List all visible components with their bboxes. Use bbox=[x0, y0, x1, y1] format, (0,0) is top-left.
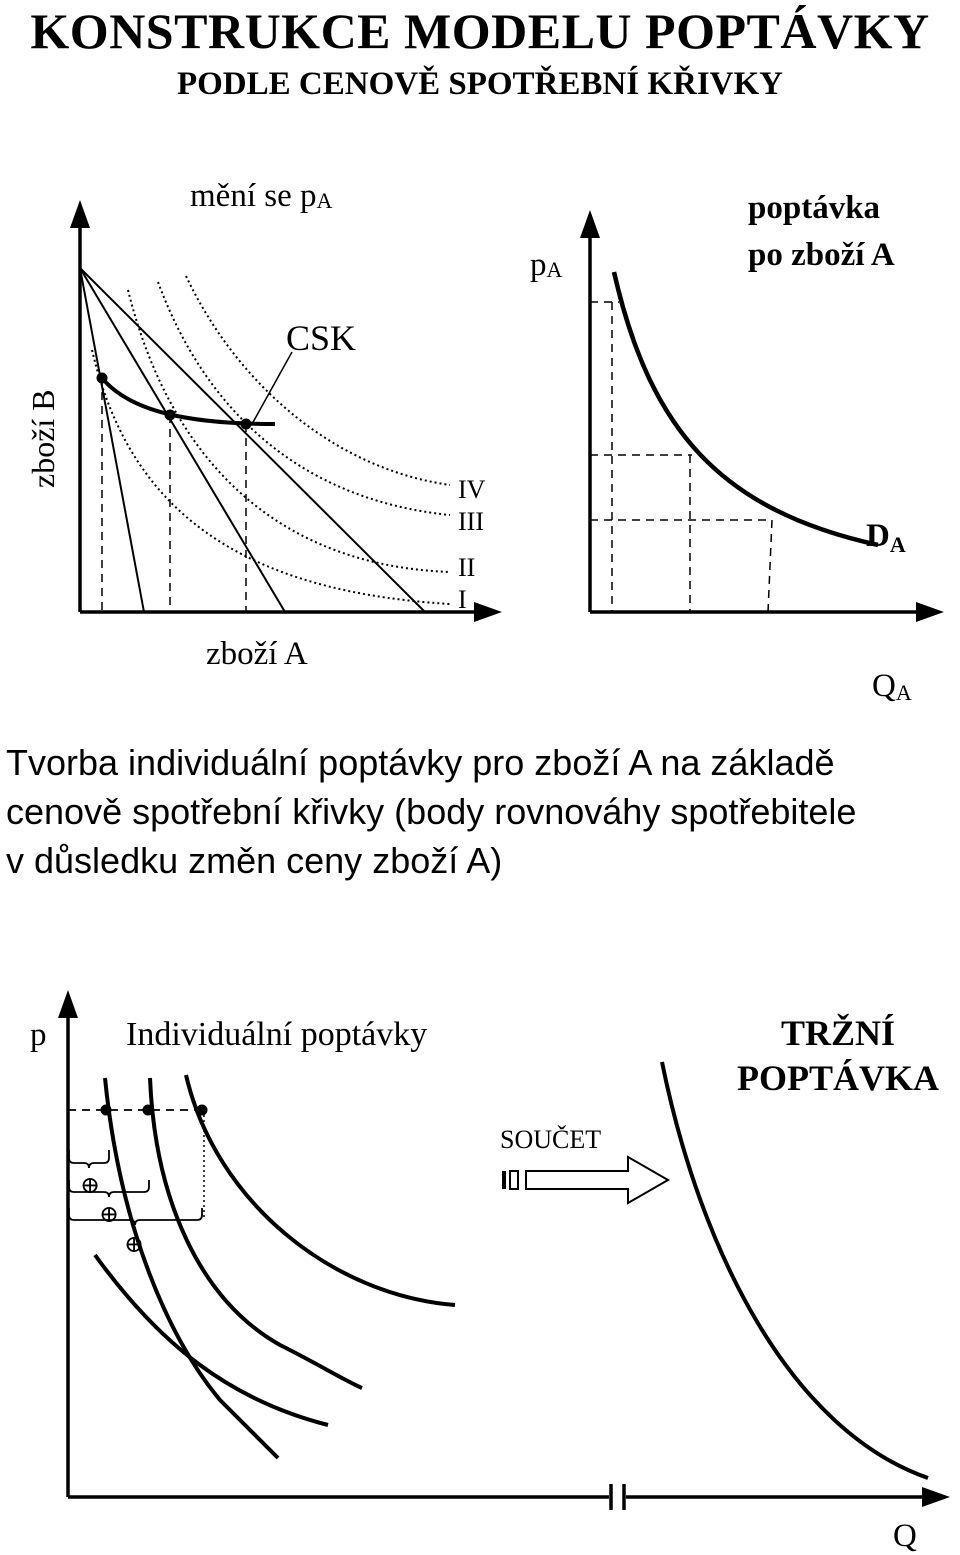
caption-line: v důsledku změn ceny zboží A) bbox=[6, 840, 503, 881]
left-y-axis-arrow bbox=[70, 200, 90, 228]
sum-brace-1 bbox=[69, 1150, 109, 1168]
bottom-x-axis-arrow bbox=[922, 1487, 950, 1507]
right-y-axis-label: pA bbox=[530, 247, 563, 283]
indifference-label-III: III bbox=[458, 507, 484, 536]
individual-demand-curve-3 bbox=[186, 1075, 455, 1305]
csk-label: CSK bbox=[286, 318, 357, 358]
individual-point bbox=[143, 1105, 154, 1116]
market-demand-curve bbox=[662, 1062, 928, 1478]
right-panel-title-line2: po zboží A bbox=[748, 237, 895, 273]
bottom-y-axis-arrow bbox=[58, 990, 78, 1018]
indifference-curve-IV bbox=[186, 276, 450, 485]
individual-point bbox=[197, 1105, 208, 1116]
market-demand-label-line1: TRŽNÍ bbox=[780, 1013, 896, 1053]
indifference-label-IV: IV bbox=[458, 475, 486, 504]
caption-line: Tvorba individuální poptávky pro zboží A na základě bbox=[6, 742, 835, 783]
left-x-axis-label: zboží A bbox=[206, 636, 308, 672]
page-title: KONSTRUKCE MODELU POPTÁVKY bbox=[30, 3, 930, 59]
budget-line-3 bbox=[80, 268, 425, 612]
market-demand-panel bbox=[30, 990, 950, 1554]
individual-demand-curve-1 bbox=[105, 1078, 278, 1458]
sum-label: SOUČET bbox=[500, 1125, 602, 1154]
demand-curve-panel bbox=[530, 190, 944, 705]
bottom-x-axis-label: Q bbox=[893, 1518, 917, 1554]
caption-line: cenově spotřební křivky (body rovnováhy spotřebitele bbox=[6, 791, 857, 832]
caption bbox=[6, 738, 856, 885]
right-x-axis-label: QA bbox=[872, 668, 912, 705]
left-y-axis-label: zboží B bbox=[25, 389, 61, 488]
demand-curve-DA bbox=[614, 272, 878, 545]
right-panel-title-line1: poptávka bbox=[748, 190, 881, 226]
left-top-label: mění se pA bbox=[190, 178, 333, 214]
budget-line-2 bbox=[80, 268, 285, 612]
page-subtitle: PODLE CENOVĚ SPOTŘEBNÍ KŘIVKY bbox=[176, 66, 783, 102]
demand-curve-label: DA bbox=[866, 518, 906, 557]
indifference-label-I: I bbox=[458, 585, 467, 614]
sum-arrow-icon bbox=[502, 1157, 668, 1203]
plus-symbol: ⊕ bbox=[80, 1173, 101, 1199]
bottom-y-axis-label: p bbox=[30, 1017, 47, 1053]
sum-brace-3 bbox=[69, 1208, 202, 1225]
csk-label-pointer bbox=[252, 352, 292, 424]
indifference-map-panel bbox=[25, 178, 502, 672]
individual-demand-label: Individuální poptávky bbox=[126, 1016, 428, 1053]
market-demand-label-line2: POPTÁVKA bbox=[737, 1058, 939, 1098]
indifference-label-II: II bbox=[458, 553, 476, 582]
plus-symbol: ⊕ bbox=[124, 1232, 145, 1258]
quantity-dropline bbox=[768, 520, 772, 612]
price-consumption-curve bbox=[102, 378, 275, 424]
indifference-curve-III bbox=[158, 282, 450, 515]
left-x-axis-arrow bbox=[474, 602, 502, 622]
right-y-axis-arrow bbox=[580, 210, 600, 238]
individual-point bbox=[101, 1105, 112, 1116]
plus-symbol: ⊕ bbox=[99, 1202, 120, 1228]
right-x-axis-arrow bbox=[916, 602, 944, 622]
budget-line-1 bbox=[80, 268, 144, 612]
